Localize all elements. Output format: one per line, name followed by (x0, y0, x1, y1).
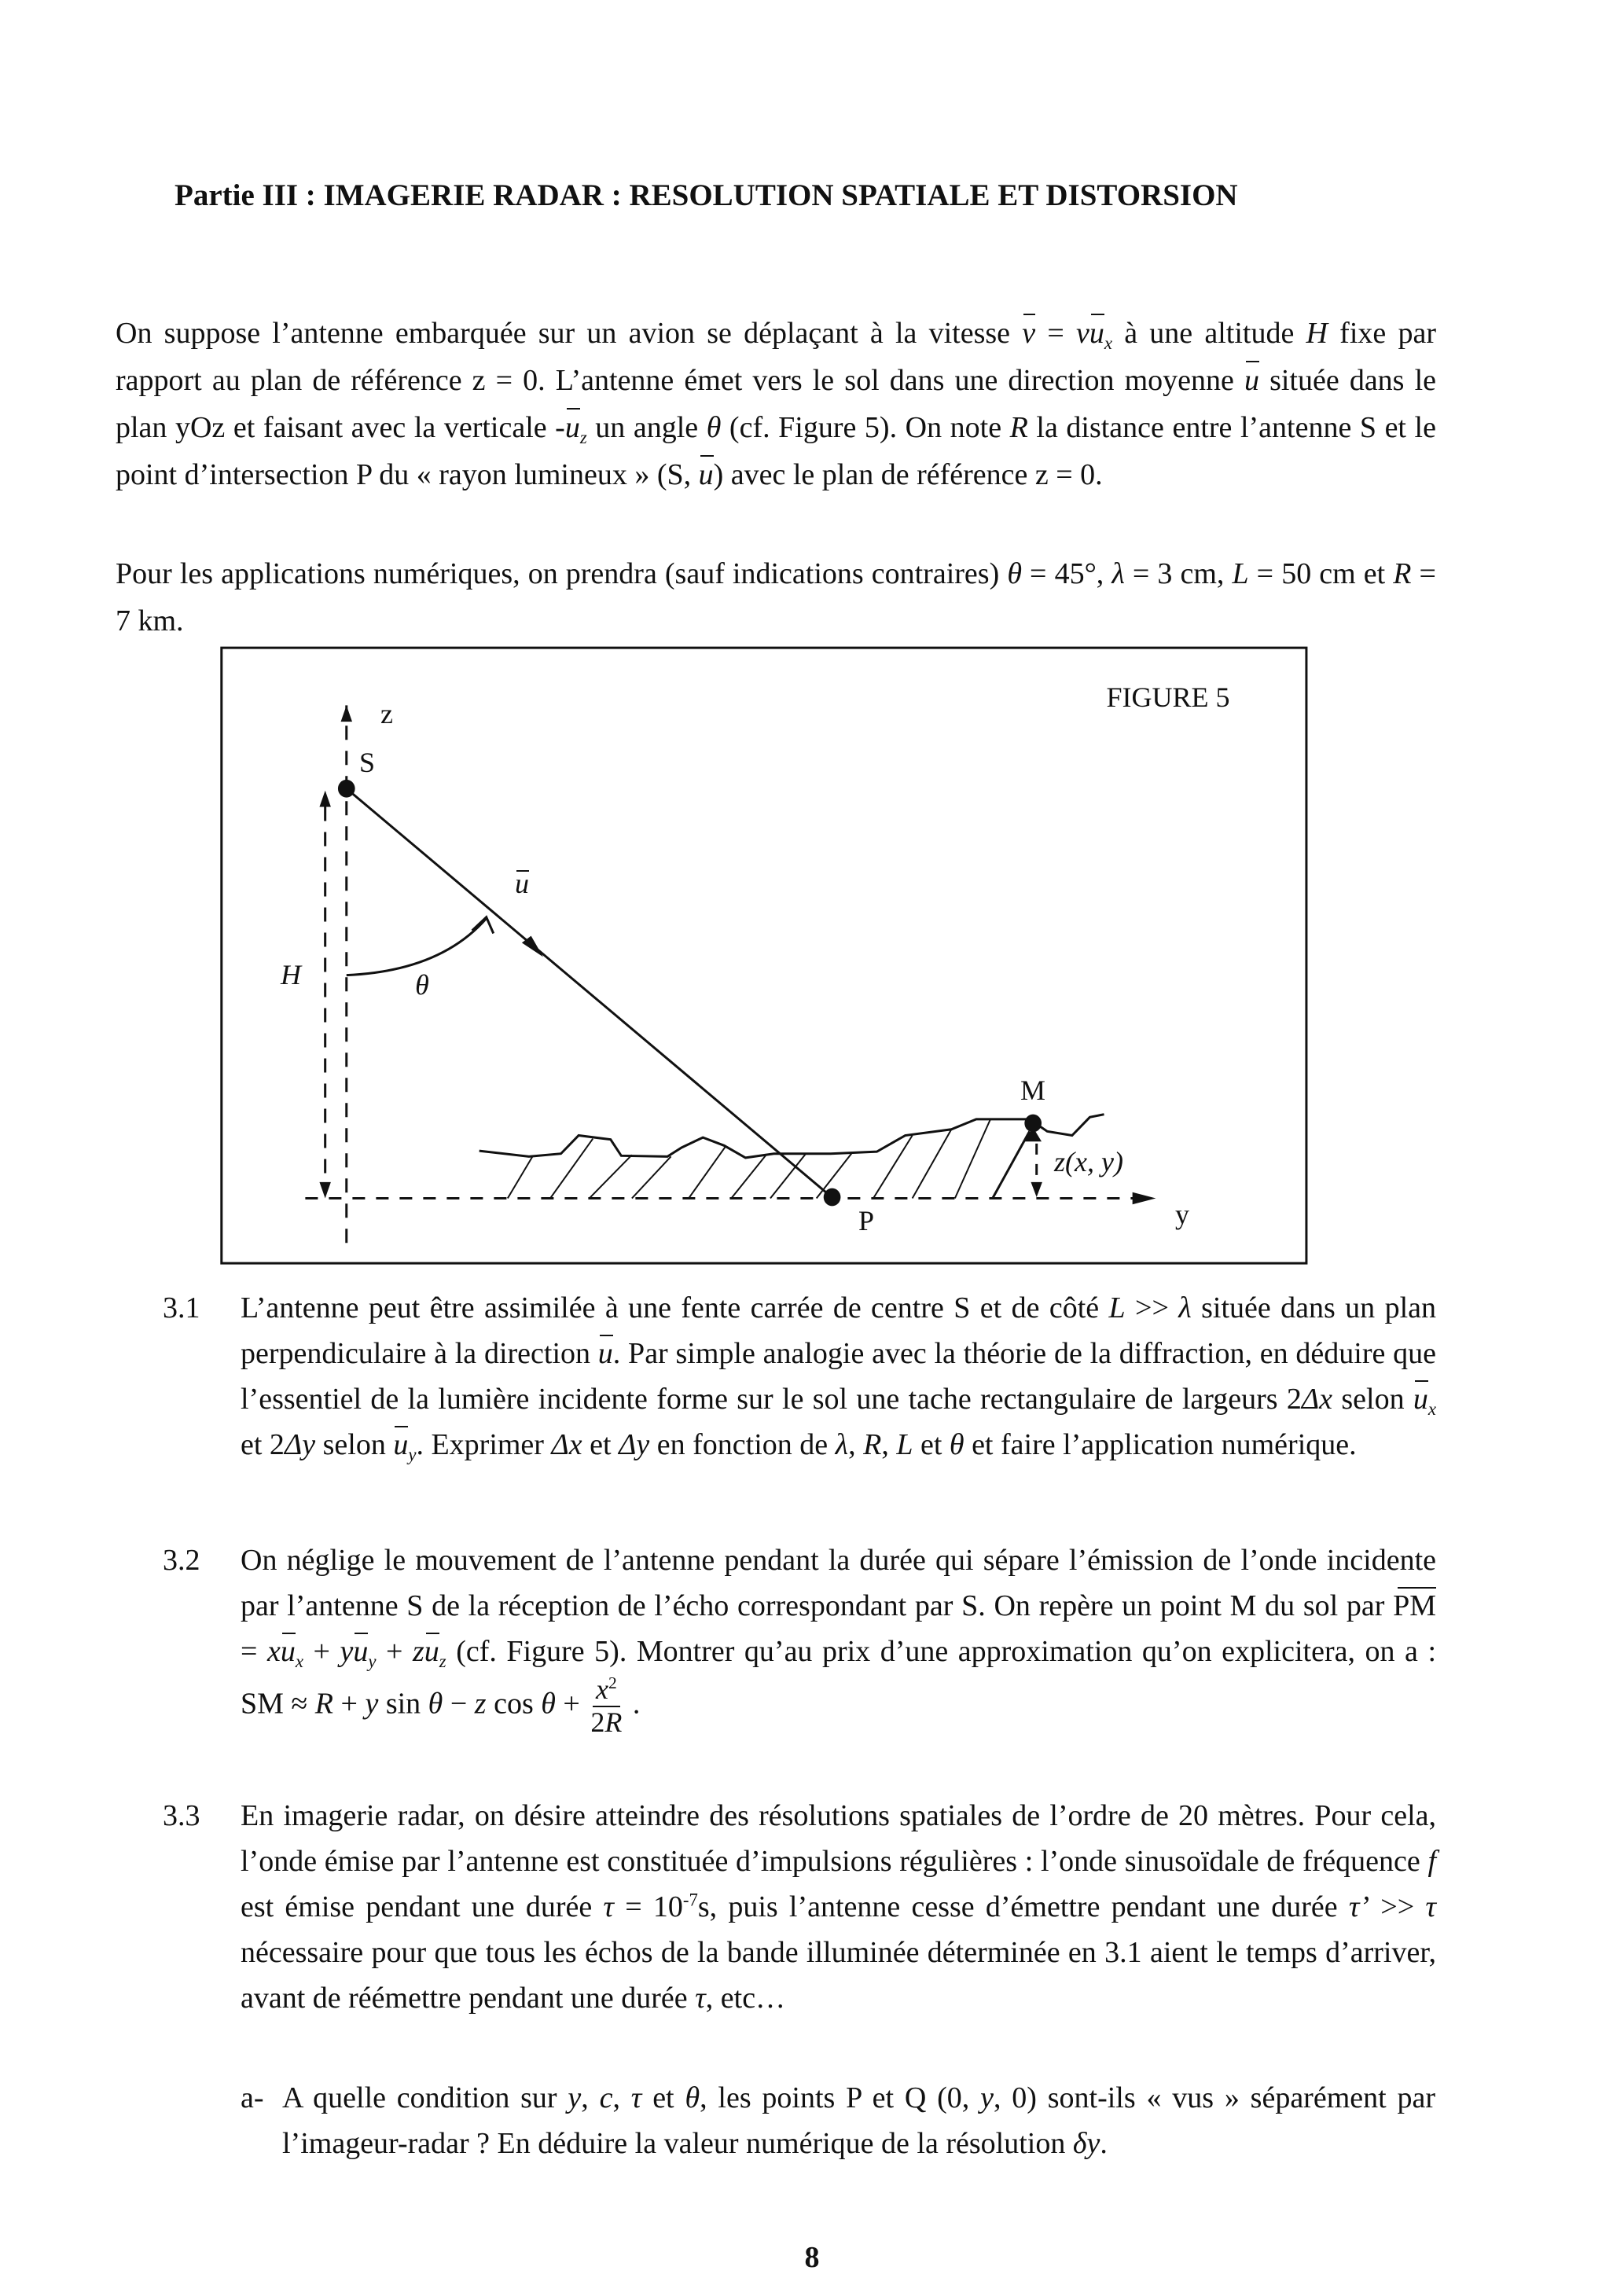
radar-geometry-diagram (220, 645, 1321, 1273)
question-3-2 (163, 1537, 1436, 1738)
label-S: S (358, 747, 376, 778)
figure-5 (220, 645, 1321, 1273)
question-3-1 (163, 1285, 1436, 1468)
z-axis-arrow-icon (341, 705, 352, 722)
altitude-arrow-up-icon (319, 791, 330, 807)
subquestion-a (241, 2075, 1435, 2166)
question-number: 3.3 (163, 1799, 200, 1832)
label-H: H (281, 959, 301, 990)
label-y-axis: y (1175, 1199, 1189, 1230)
point-S-dot (338, 780, 355, 798)
point-M-dot (1024, 1115, 1042, 1133)
ground-hatching (508, 1119, 1030, 1199)
height-arrow-down-icon (1031, 1182, 1042, 1197)
altitude-arrow-down-icon (319, 1182, 330, 1199)
label-theta: θ (415, 969, 429, 1001)
y-axis-arrow-icon (1133, 1192, 1156, 1204)
subquestion-text: A quelle condition sur y, c, τ et θ, les points P et Q (0, y, 0) sont-ils « vus » séparément par l’imageur-radar ? En déduire la valeur numérique de la résolution δy. (282, 2081, 1436, 2160)
label-z-axis: z (380, 698, 393, 729)
label-z-of-xy: z(x, y) (1054, 1146, 1123, 1177)
question-text: On néglige le mouvement de l’antenne pendant la durée qui sépare l’émission de l’onde incidente par l’antenne S de la réception de l’écho correspondant par S. On repère un point M du sol par PM = $xu_x + yu_y + zu_z$ (cf. Figure 5). Montrer qu’au prix d’une approximation qu’on explicitera, on a : SM ≈ R + y sin θ − z cos θ + $\frac{x^2}{2R}$ . (241, 1544, 1437, 1738)
page-number: 8 (804, 2241, 820, 2274)
ground-profile (479, 1115, 1104, 1158)
question-number: 3.2 (163, 1544, 200, 1577)
question-3-3 (163, 1793, 1436, 2021)
figure-caption: FIGURE 5 (1106, 681, 1230, 713)
subquestion-label: a- (241, 2081, 264, 2114)
label-P: P (858, 1205, 875, 1236)
point-P-dot (824, 1188, 841, 1207)
label-u-vector: u (515, 868, 529, 899)
intro-paragraph-1: On suppose l’antenne embarquée sur un avion se déplaçant à la vitesse $v = vu_x$ à une altitude H fixe par rapport au plan de référence z = 0. L’antenne émet vers le sol dans une direction moyenne u située dans le plan yOz et faisant avec la verticale $-u_z$ un angle θ (cf. Figure 5). On note R la distance entre l’antenne S et le point d’intersection P du « rayon lumineux » (S, u) avec le plan de référence z = 0. (116, 310, 1436, 498)
intro-paragraph-2: Pour les applications numériques, on prendra (sauf indications contraires) θ = 45°, λ = 3 cm, L = 50 cm et R = 7 km. (116, 557, 1436, 637)
question-text: L’antenne peut être assimilée à une fente carrée de centre S et de côté L >> λ située dans un plan perpendiculaire à la direction u. Par simple analogie avec la théorie de la diffraction, en déduire que l’essentiel de la lumière incidente forme sur le sol une tache rectangulaire de largeurs 2Δx selon $u_x$ et 2Δy selon $u_y$. Exprimer Δx et Δy en fonction de λ, R, L et θ et faire l’application numérique. (241, 1285, 1436, 1468)
label-M: M (1020, 1075, 1046, 1106)
section-title: Partie III : IMAGERIE RADAR : RESOLUTION SPATIALE ET DISTORSION (175, 178, 1238, 212)
question-text: En imagerie radar, on désire atteindre des résolutions spatiales de l’ordre de 20 mètres. Pour cela, l’onde émise par l’antenne est constituée d’impulsions régulières : l’onde sinusoïdale de fréquence f est émise pendant une durée $\tau = 10^{-7}s$, puis l’antenne cesse d’émettre pendant une durée τ’ >> τ nécessaire pour que tous les échos de la bande illuminée déterminée en 3.1 aient le temps d’arriver, avant de réémettre pendant une durée τ, etc… (241, 1799, 1436, 2015)
question-number: 3.1 (163, 1291, 200, 1324)
figure-frame (222, 648, 1306, 1263)
angle-theta-arc (347, 918, 487, 975)
